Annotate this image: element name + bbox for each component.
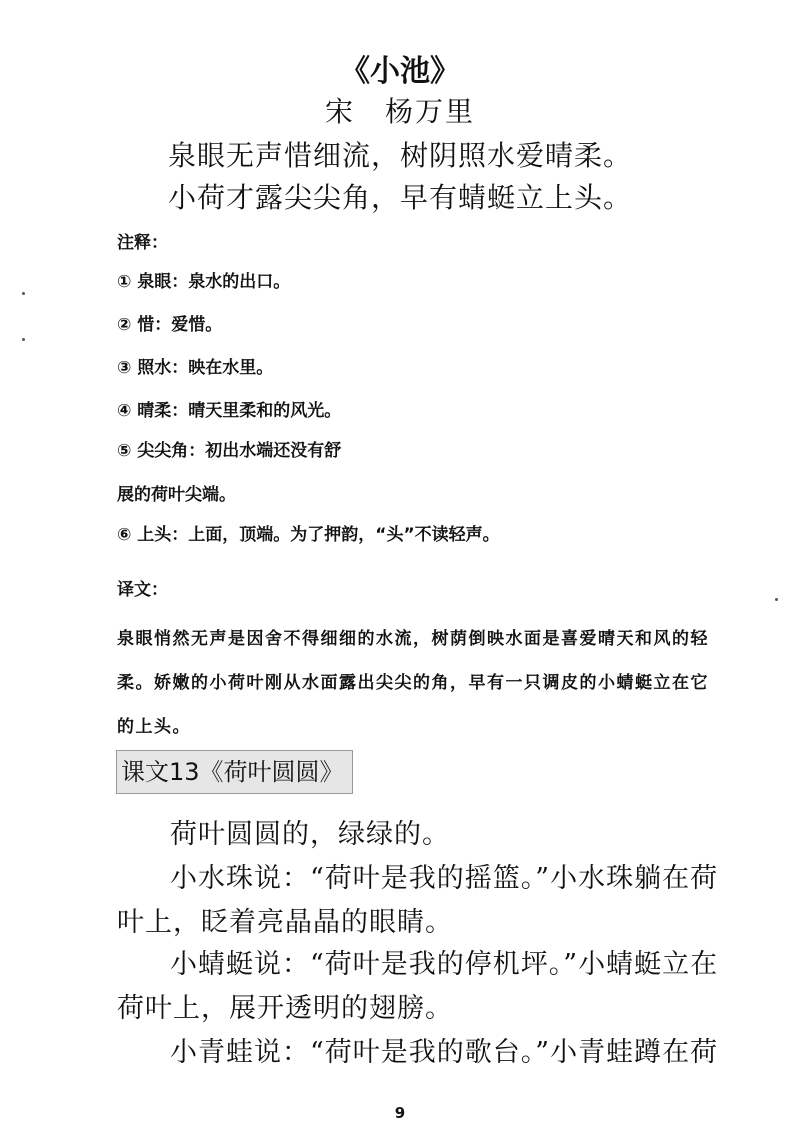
note-item: ② 惜：爱惜。 (117, 315, 223, 335)
poem-author: 宋 杨万里 (324, 95, 475, 128)
note-item: ④ 晴柔：晴天里柔和的风光。 (117, 401, 342, 421)
translation-line: 的上头。 (117, 717, 191, 737)
lesson-line: 荷叶上，展开透明的翅膀。 (117, 993, 453, 1024)
poem-line: 泉眼无声惜细流，树阴照水爱晴柔。 (167, 139, 632, 172)
lesson-line: 小蜻蜓说：“荷叶是我的停机坪。”小蜻蜓立在 (170, 949, 719, 980)
note-item: ③ 照水：映在水里。 (117, 358, 274, 378)
note-item: 展的荷叶尖端。 (117, 485, 236, 505)
lesson-line: 荷叶圆圆的，绿绿的。 (170, 819, 450, 850)
page-number: 9 (394, 1104, 406, 1122)
translation-line: 泉眼悄然无声是因舍不得细细的水流，树荫倒映水面是喜爱晴天和风的轻 (117, 629, 709, 649)
scan-speck (775, 598, 778, 601)
notes-heading: 注释： (117, 233, 168, 253)
note-item: ⑤ 尖尖角：初出水端还没有舒 (117, 441, 342, 461)
scan-speck (22, 292, 25, 295)
translation-heading: 译文： (117, 580, 168, 600)
note-item: ⑥ 上头：上面，顶端。为了押韵，“头”不读轻声。 (117, 525, 500, 545)
note-item: ① 泉眼：泉水的出口。 (117, 272, 291, 292)
lesson-line: 小青蛙说：“荷叶是我的歌台。”小青蛙蹲在荷 (170, 1037, 719, 1068)
poem-title: 《小池》 (340, 54, 460, 89)
lesson-line: 小水珠说：“荷叶是我的摇篮。”小水珠躺在荷 (170, 863, 719, 894)
poem-line: 小荷才露尖尖角，早有蜻蜓立上头。 (167, 181, 632, 214)
translation-line: 柔。娇嫩的小荷叶刚从水面露出尖尖的角，早有一只调皮的小蜻蜓立在它 (117, 673, 709, 693)
lesson-heading: 课文13《荷叶圆圆》 (116, 750, 353, 794)
scan-speck (22, 338, 25, 341)
lesson-line: 叶上，眨着亮晶晶的眼睛。 (117, 907, 453, 938)
